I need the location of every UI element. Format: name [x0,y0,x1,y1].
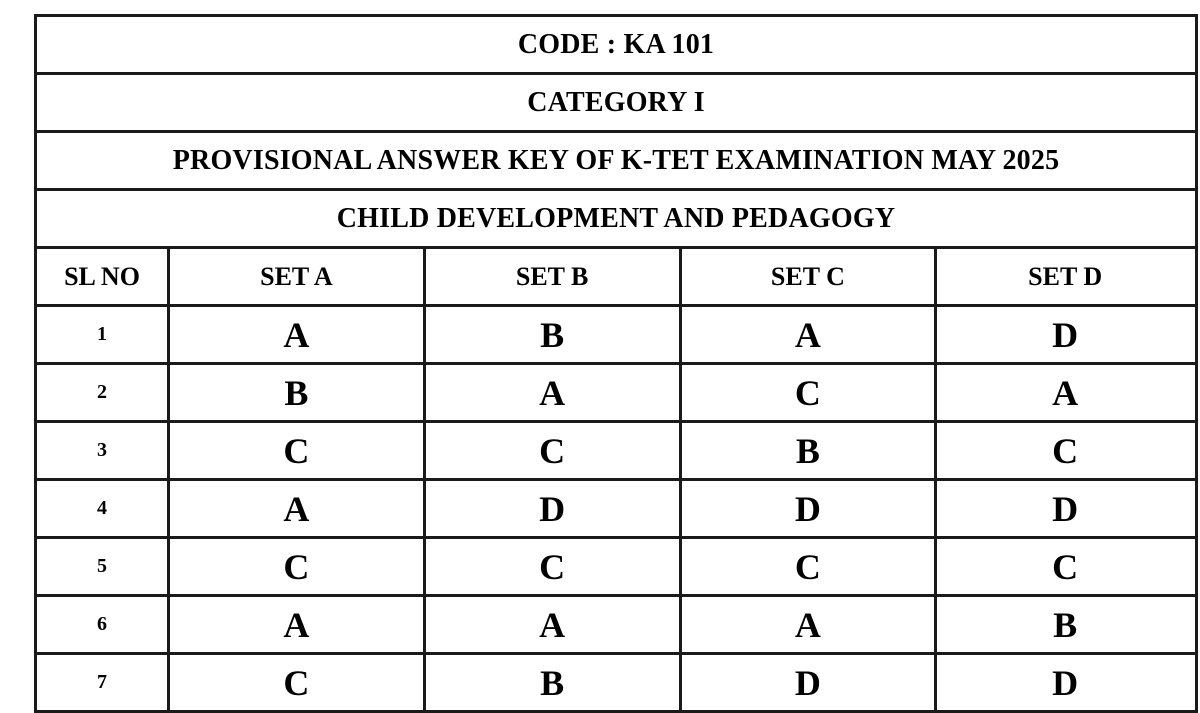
answer-cell-set-a: A [170,307,426,362]
answer-cell-set-d: D [1052,662,1079,703]
answer-cell-set-b: A [426,365,682,420]
answer-cell-set-b: B [426,655,682,710]
answer-cell-set-c: D [682,655,938,710]
answer-cell-set-d: B [1053,604,1078,645]
answer-cell-set-d: C [1052,546,1079,587]
column-header-set-a: SET A [170,249,426,304]
answer-cell-set-c: B [682,423,938,478]
column-header-set-b: SET B [426,249,682,304]
answer-cell-set-b: C [426,539,682,594]
answer-cell-set-c: A [682,307,938,362]
table-row [37,597,1195,655]
answer-cell-set-c: C [682,539,938,594]
answer-cell-set-c: D [682,481,938,536]
answer-cell-set-d: A [1052,372,1079,413]
serial-number-cell: 5 [37,539,170,594]
table-row [37,539,1195,597]
answer-cell-set-a: C [170,539,426,594]
answer-cell-set-c: A [682,597,938,652]
serial-number-cell: 2 [37,365,170,420]
answer-cell-set-a: C [170,655,426,710]
exam-code: CODE : KA 101 [37,17,1195,75]
serial-number-cell: 1 [37,307,170,362]
answer-cell-set-b: A [426,597,682,652]
serial-number-cell: 3 [37,423,170,478]
column-header-set-d: SET D [1028,261,1103,291]
answer-cell-set-d: D [1052,314,1079,355]
answer-cell-set-a: A [170,597,426,652]
subject-title: CHILD DEVELOPMENT AND PEDAGOGY [37,191,1195,249]
document-title: PROVISIONAL ANSWER KEY OF K-TET EXAMINATION MAY 2025 [37,133,1195,191]
answer-cell-set-b: C [426,423,682,478]
answer-key-sheet [34,14,1198,713]
answer-cell-set-c: C [682,365,938,420]
table-header-row [37,249,1195,307]
serial-number-cell: 4 [37,481,170,536]
serial-number-cell: 6 [37,597,170,652]
table-row [37,365,1195,423]
answer-cell-set-a: C [170,423,426,478]
exam-category: CATEGORY I [37,75,1195,133]
serial-number-cell: 7 [37,655,170,710]
answer-cell-set-d: D [1052,488,1079,529]
column-header-set-c: SET C [682,249,938,304]
table-row [37,481,1195,539]
table-row [37,655,1195,713]
answer-cell-set-a: B [170,365,426,420]
table-row [37,423,1195,481]
answer-cell-set-a: A [170,481,426,536]
answer-cell-set-d: C [1052,430,1079,471]
column-header-sl-no: SL NO [37,249,170,304]
table-row [37,307,1195,365]
answer-cell-set-b: D [426,481,682,536]
answer-cell-set-b: B [426,307,682,362]
